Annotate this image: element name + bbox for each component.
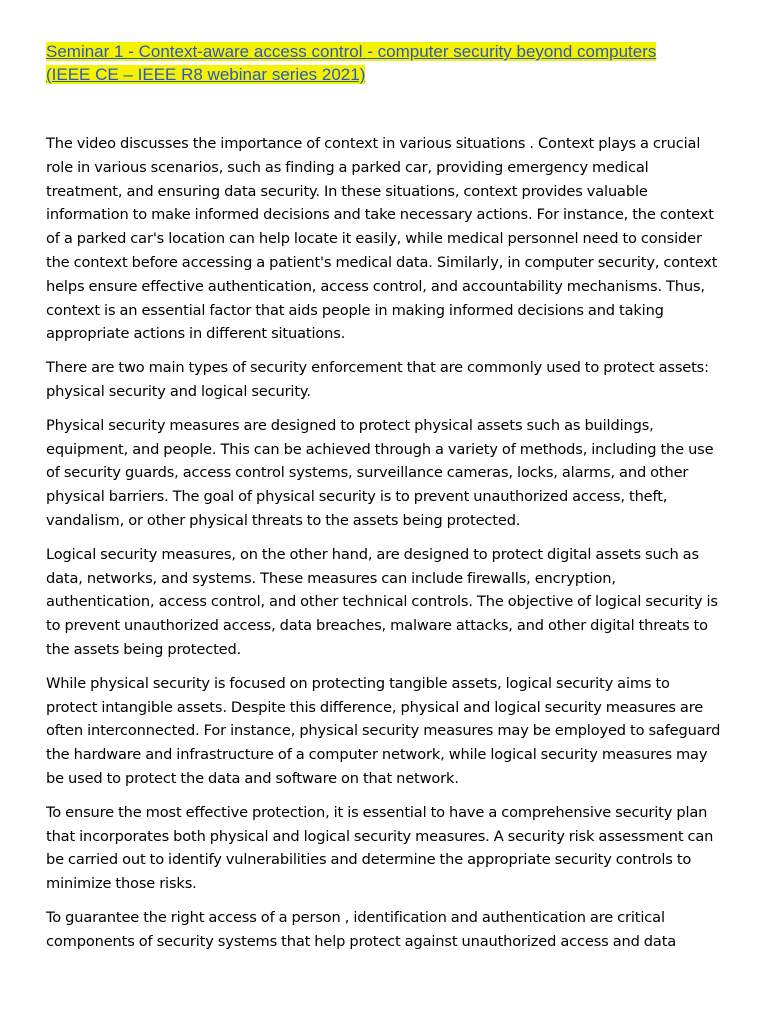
- paragraph-logical-security: Logical security measures, on the other hand, are designed to protect digital assets such as data, networks, and systems. These measures can include firewalls, encryption, authentication, access control, and other technical controls. The objective of logical security is to prevent unauthorized access, data breaches, malware attacks, and other digital threats to the assets being protected.: [46, 545, 718, 658]
- seminar-title-link[interactable]: [46, 40, 686, 86]
- document-body: [46, 132, 722, 954]
- paragraph-security-plan: To ensure the most effective protection, it is essential to have a comprehensive security plan that incorporates both physical and logical security measures. A security risk assessment can be carried out to identify vulnerabilities and determine the appropriate security controls to minimize those risks.: [46, 803, 714, 893]
- paragraph-identification: To guarantee the right access of a person , identification and authentication are critical components of security systems that help protect against unauthorized access and data: [46, 908, 677, 950]
- title-highlight: Seminar 1 - Context-aware access control - computer security beyond computers (IEEE CE – IEEE R8 webinar series 2021): [46, 42, 657, 84]
- paragraph-physical-security: Physical security measures are designed to protect physical assets such as buildings, equipment, and people. This can be achieved through a variety of methods, including the use of security guards, access control systems, surveillance cameras, locks, alarms, and other physical barriers. The goal of physical security is to prevent unauthorized access, theft, vandalism, or other physical threats to the assets being protected.: [46, 416, 714, 529]
- paragraph-context: The video discusses the importance of context in various situations . Context plays a crucial role in various scenarios, such as finding a parked car, providing emergency medical treatment, and ensuring data security. In these situations, context provides valuable information to make informed decisions and take necessary actions. For instance, the context of a parked car's location can help locate it easily, while medical personnel need to consider the context before accessing a patient's medical data. Similarly, in computer security, context helps ensure effective authentication, access control, and accountability mechanisms. Thus, context is an essential factor that aids people in making informed decisions and taking appropriate actions in different situations.: [46, 135, 718, 343]
- paragraph-security-types: There are two main types of security enforcement that are commonly used to protect assets: physical security and logical security.: [46, 359, 709, 400]
- paragraph-interconnected: While physical security is focused on protecting tangible assets, logical security aims to protect intangible assets. Despite this difference, physical and logical security measures are often interconnected. For instance, physical security measures may be employed to safeguard the hardware and infrastructure of a computer network, while logical security measures may be used to protect the data and software on that network.: [46, 674, 721, 787]
